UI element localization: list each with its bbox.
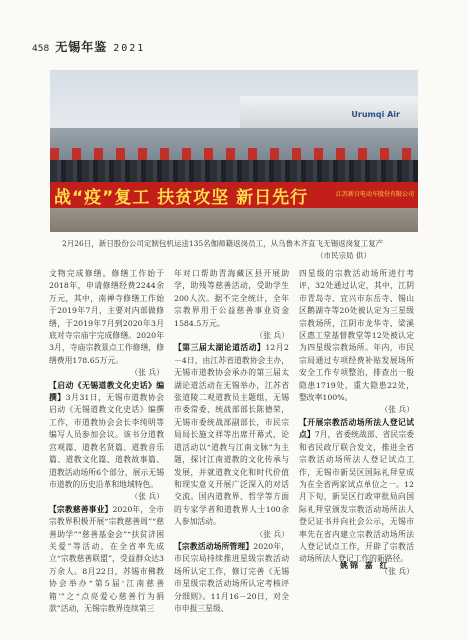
event-photo: [50, 70, 418, 232]
banner-slogan: 战“疫”复工 扶贫攻坚 新日先行: [54, 187, 309, 208]
banner-company: 江苏新日电动车股份有限公司: [335, 191, 414, 198]
source-attribution: （张 兵）: [255, 529, 289, 539]
red-banner: [50, 182, 418, 208]
source-attribution: （张 兵）: [380, 566, 414, 576]
article-heading: 【启动《无锡道教文化史话》编撰】: [49, 380, 164, 403]
text-column-1: [49, 268, 164, 615]
text-column-3: [299, 268, 414, 578]
page-number: 458: [32, 44, 50, 54]
article-heading: 【开展宗教活动场所法人登记试点】: [299, 417, 414, 440]
photo-caption: 2月26日，新日股份公司定制包机运送135名伽师籍返岗员工，从乌鲁木齐直飞无锡返岗复工复产: [62, 239, 384, 248]
article-body: 2020年，市民宗局持续推进星级宗教活动场所认定工作，修订完善《无锡市星级宗教活动场所认定考核评分细则》。11月16－20日，对全市申报三星级、: [174, 541, 289, 613]
article-body: 文物完成修缮。修缮工作始于2018年，申请修缮经费2244余万元，其中，南禅寺修缮工作始于2019年7月，主要对内部做修缮，于2019年7月到2020年3月底对寺宗庙宇完成修缮。2020年3月，寺庙宗教景点工作修缮，修缮费用178.65万元。: [49, 269, 164, 365]
source-attribution: （张 兵）: [380, 405, 414, 415]
article-body: 四星级的宗教活动场所进行考评，32处通过认定，其中，江阴市青岛寺、宜兴市东岳寺、锡山区鹅湖寺等20处被认定为三星级宗教场所，江阴市龙华寺、梁溪区惠工堂基督教堂等12处被认定为四星级宗教场所。年内，市民宗局通过专项经费补贴发展场所安全工作专项整治，排查出一般隐患1719处，重大隐患22处，整改率100%。: [299, 269, 414, 403]
article-body: 7月，省委统战部、省民宗委和省民政厅联合发文，推进全省宗教活动场所法人登记试点工作，无锡市新吴区国际礼拜堂成为在全省两家试点单位之一。12月下旬，新吴区行政审批局向国际礼拜堂颁发宗教活动场所法人登记证书并向社会公示，无锡市率先在省内建立宗教活动场所法人登记试点工作，开辟了宗教活动场所法人登记工作的新路径。: [299, 430, 414, 564]
source-attribution: （张 兵）: [255, 331, 289, 341]
source-attribution: （张 兵）: [130, 368, 164, 378]
article-heading: 【宗教慈善事业】: [49, 504, 113, 514]
article-paragraph: [174, 342, 289, 528]
yearbook-year: 2021: [113, 43, 146, 54]
article-paragraph: [49, 504, 164, 616]
author-signature: 姚锦 嘉 红: [340, 561, 390, 570]
photo-credit: （市民宗局 供）: [316, 251, 371, 260]
photo-ground: [50, 208, 418, 232]
article-paragraph: [299, 268, 414, 404]
article-body: 3月31日，无锡市道教协会启动《无锡道教文化史话》编撰工作，市道教协会会长李纯明等编写人员参加会议。该书分道教宫观篇、道教名贤篇、道教音乐篇、道教文化篇、道教故事篇、道教活动场所6个部分，展示无锡市道教的历史沿革和地域特色。: [49, 393, 164, 489]
page-header: [32, 38, 145, 54]
article-heading: 【第三届太湖论道活动】: [174, 343, 266, 353]
article-heading: 【宗教活动场所管理】: [174, 541, 254, 551]
yearbook-title: 无锡年鉴: [55, 40, 108, 54]
article-paragraph: [174, 541, 289, 615]
article-body: 12月2－4日，由江苏省道教协会主办，无锡市道教协会承办的第三届太湖论道活动在无锡举办，江苏省张道陵二观道教员主题组，无锡市委常委、统战部部长陈德荣，无锡市委统战部副部长，市民宗局局长施文祥等出席开幕式，论道活动以“道教与江南文脉”为主题，探讨江南道教的文化传承与发展，并就道教文化和时代价值和现实意义开展广泛深入的对话交流。国内道教界、哲学等方面的专家学者和道教界人士100余人参加活动。: [174, 343, 289, 527]
article-body: 2020年，全市宗教界积极开展“宗教慈善周”“慈善助学”“慈善基金会”“扶贫济困关爱”等活动，在全省率先成立“宗教慈善联盟”，受益群众达3万余人。8月22日，苏锡市佛教协会举办“第5届‘江南慈善箱’”之“点亮爱心慈善行为捐款”活动，无锡宗教界连续第三: [49, 504, 164, 613]
article-paragraph: [174, 268, 289, 330]
airline-livery-text: Urumqi Air: [351, 110, 400, 119]
article-paragraph: [49, 380, 164, 492]
article-paragraph: [299, 417, 414, 566]
article-paragraph: [49, 268, 164, 367]
source-attribution: （张 兵）: [130, 492, 164, 502]
text-column-2: [174, 268, 289, 615]
article-body: 年对口帮助青海藏区县开展助学，助残等慈善活动，受助学生200人次。据不完全统计，全年宗教界用于公益慈善事业资金1584.5万元。: [174, 269, 289, 328]
